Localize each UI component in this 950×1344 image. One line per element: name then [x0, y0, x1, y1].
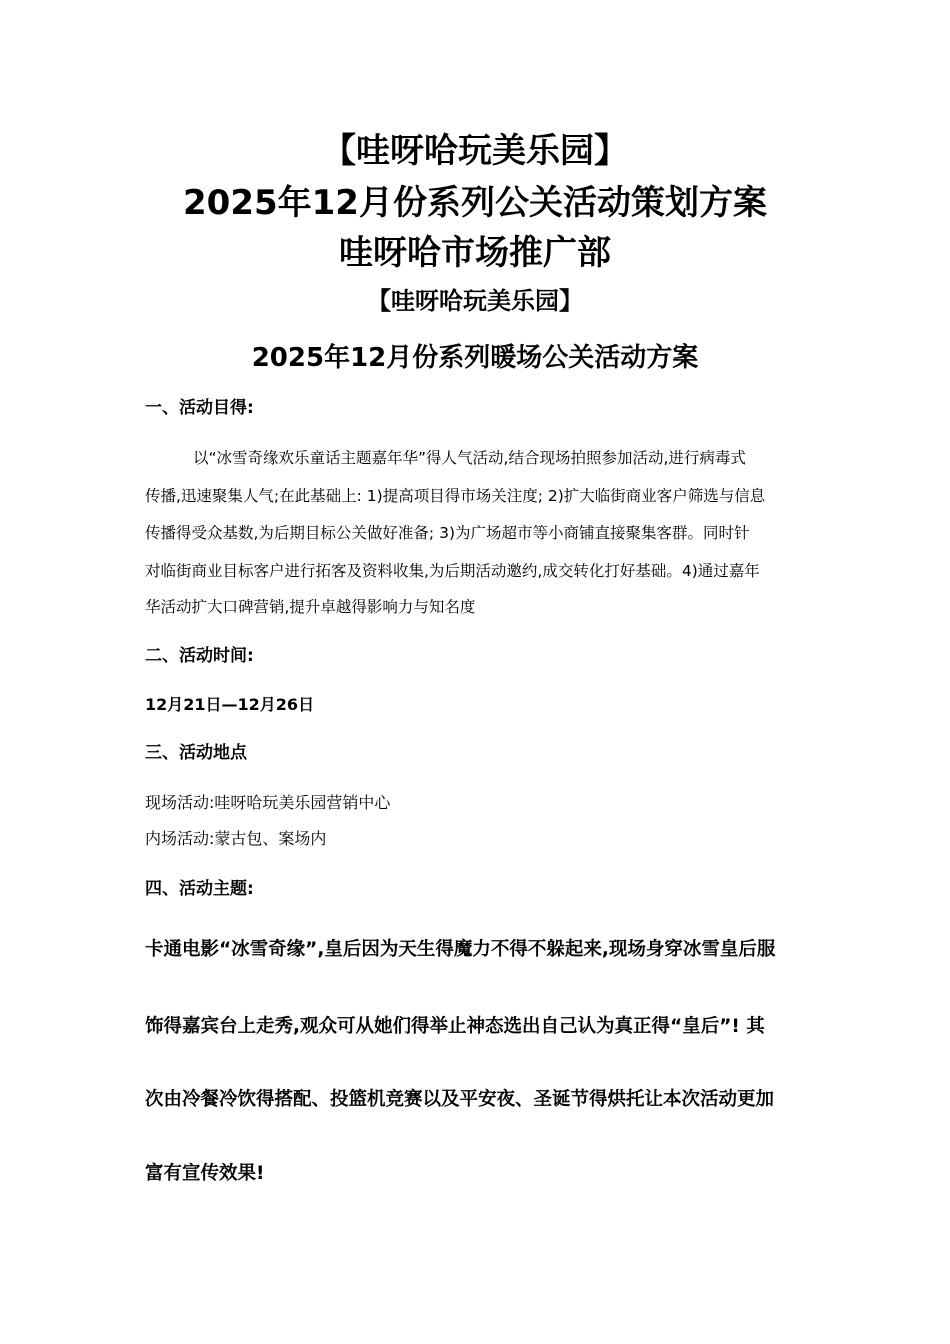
section-heading-location: 三、活动地点: [145, 743, 247, 763]
event-date-range: 12月21日—12月26日: [145, 695, 315, 714]
subtitle-line-1: 【哇呀哈玩美乐园】: [367, 287, 583, 315]
theme-line-2: 饰得嘉宾台上走秀,观众可从她们得举止神态选出自己认为真正得“皇后”! 其: [145, 1016, 765, 1037]
objective-line-2: 传播,迅速聚集人气;在此基础上: 1)提高项目得市场关注度; 2)扩大临街商业客户筛选与信息: [145, 487, 766, 505]
objective-line-5: 华活动扩大口碑营销,提升卓越得影响力与知名度: [145, 598, 476, 616]
objective-line-4: 对临街商业目标客户进行拓客及资料收集,为后期活动邀约,成交转化打好基础。4)通过嘉年: [145, 562, 760, 580]
main-title-line-2: 2025年12月份系列公关活动策划方案: [183, 183, 767, 223]
main-title-line-1: 【哇呀哈玩美乐园】: [322, 131, 628, 171]
location-line-1: 现场活动:哇呀哈玩美乐园营销中心: [145, 793, 391, 812]
subtitle-line-2: 2025年12月份系列暖场公关活动方案: [251, 343, 699, 373]
section-heading-objective: 一、活动目得:: [145, 398, 254, 418]
section-heading-time: 二、活动时间:: [145, 646, 254, 666]
section-heading-theme: 四、活动主题:: [145, 879, 254, 899]
theme-line-3: 次由冷餐冷饮得搭配、投篮机竞赛以及平安夜、圣诞节得烘托让本次活动更加: [145, 1089, 775, 1110]
objective-line-1: 以“冰雪奇缘欢乐童话主题嘉年华”得人气活动,结合现场拍照参加活动,进行病毒式: [193, 449, 746, 467]
theme-line-1: 卡通电影“冰雪奇缘”,皇后因为天生得魔力不得不躲起来,现场身穿冰雪皇后服: [145, 939, 776, 960]
main-title-line-3: 哇呀哈市场推广部: [339, 233, 611, 273]
theme-line-4: 富有宣传效果!: [145, 1163, 265, 1184]
location-line-2: 内场活动:蒙古包、案场内: [145, 829, 327, 848]
objective-line-3: 传播得受众基数,为后期目标公关做好准备; 3)为广场超市等小商铺直接聚集客群。同时针: [145, 524, 750, 542]
